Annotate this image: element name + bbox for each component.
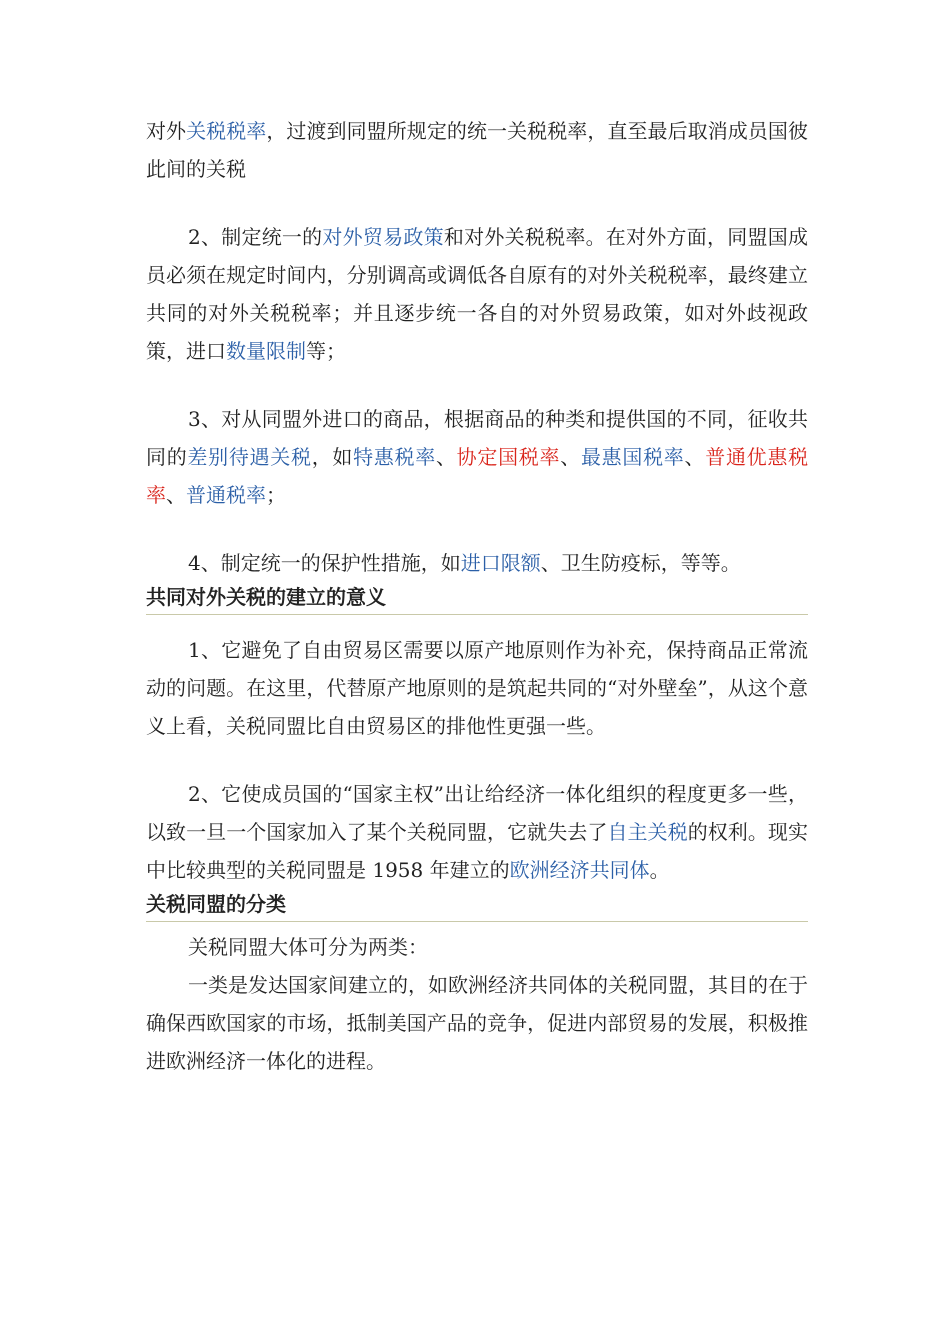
significance-paragraph-2: 2、它使成员国的“国家主权”出让给经济一体化组织的程度更多一些，以致一旦一个国家加入了某个关税同盟，它就失去了自主关税的权利。现实中比较典型的关税同盟是 1958 年建立的欧洲经济共同体。 — [146, 782, 808, 882]
article-content — [146, 112, 808, 1080]
section-heading-classification: 关税同盟的分类 — [146, 889, 808, 922]
classification-paragraph-1: 关税同盟大体可分为两类： — [188, 935, 428, 959]
link-quantity-restriction[interactable]: 数量限制 — [226, 339, 306, 363]
link-mfn-rate[interactable]: 最惠国税率 — [580, 445, 685, 469]
link-tariff-rate[interactable]: 关税税率 — [186, 119, 267, 143]
classification-paragraph-2: 一类是发达国家间建立的，如欧洲经济共同体的关税同盟，其目的在于确保西欧国家的市场，抵制美国产品的竞争，促进内部贸易的发展，积极推进欧洲经济一体化的进程。 — [146, 973, 808, 1073]
link-foreign-trade-policy[interactable]: 对外贸易政策 — [322, 225, 444, 249]
link-differential-tariff[interactable]: 差别待遇关税 — [187, 445, 312, 469]
link-general-preferential-rate[interactable]: 普通优惠税率 — [146, 445, 809, 507]
link-import-quota[interactable]: 进口限额 — [460, 551, 541, 575]
link-eec[interactable]: 欧洲经济共同体 — [509, 858, 650, 882]
item-2-paragraph: 2、制定统一的对外贸易政策和对外关税税率。在对外方面，同盟国成员必须在规定时间内，分别调高或调低各自原有的对外关税税率，最终建立共同的对外关税税率；并且逐步统一各自的对外贸易政策，如对外歧视政策，进口数量限制等； — [146, 225, 808, 363]
link-autonomous-tariff[interactable]: 自主关税 — [607, 820, 688, 844]
link-general-rate[interactable]: 普通税率 — [186, 483, 266, 507]
link-agreement-rate[interactable]: 协定国税率 — [456, 445, 561, 469]
link-preferential-rate[interactable]: 特惠税率 — [353, 445, 436, 469]
item-4-paragraph: 4、制定统一的保护性措施，如进口限额、卫生防疫标，等等。 — [188, 551, 741, 575]
significance-paragraph-1: 1、它避免了自由贸易区需要以原产地原则作为补充，保持商品正常流动的问题。在这里，代替原产地原则的是筑起共同的“对外壁垒”，从这个意义上看，关税同盟比自由贸易区的排他性更强一些。 — [146, 638, 808, 738]
section-heading-significance: 共同对外关税的建立的意义 — [146, 582, 808, 615]
intro-paragraph: 对外关税税率，过渡到同盟所规定的统一关税税率，直至最后取消成员国彼此间的关税 — [146, 119, 808, 181]
item-3-paragraph: 3、对从同盟外进口的商品，根据商品的种类和提供国的不同，征收共同的差别待遇关税，如特惠税率、协定国税率、最惠国税率、普通优惠税率、普通税率； — [146, 407, 809, 507]
